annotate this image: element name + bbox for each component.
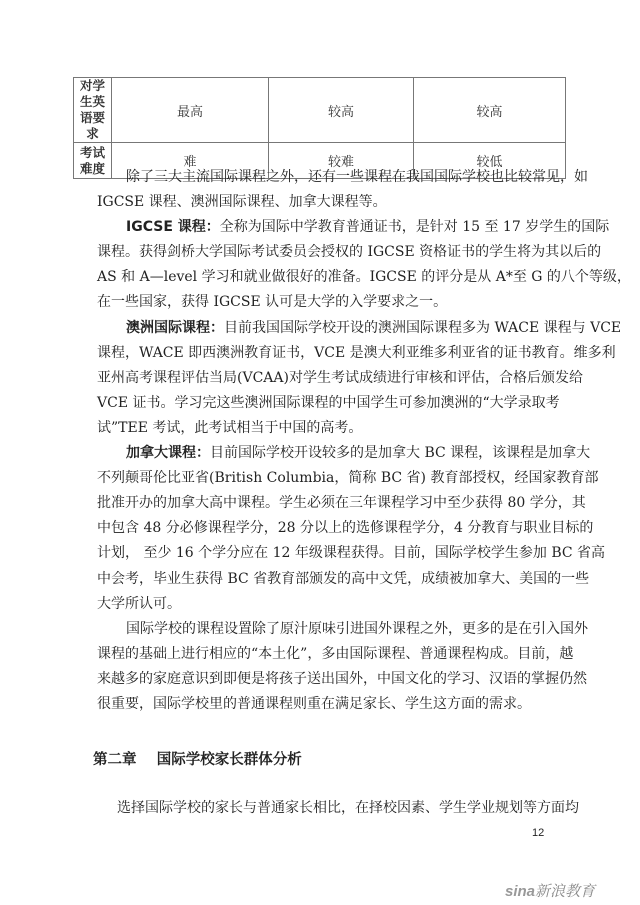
paragraph-australia [97,316,622,441]
text-line [97,441,591,466]
table-cell: 最高 [112,78,269,143]
text-span: 全称为国际中学教育普通证书，是针对 15 至 17 岁学生的国际 [219,219,610,236]
text-line [97,316,622,341]
row-header: 对学生英语要求 [74,78,112,143]
text-line [97,215,610,240]
brand-text: 新浪教育 [535,883,596,900]
page-number: 12 [532,827,545,839]
text-line: 除了三大主流国际课程之外，还有一些课程在我国国际学校也比较常见，如 [126,169,588,185]
text-line: 很重要，国际学校里的普通课程则重在满足家长、学生这方面的需求。 [97,695,531,712]
comparison-table [73,77,566,179]
text-line: 选择国际学校的家长与普通家长相比，在择校因素、学生学业规划等方面均 [117,800,579,816]
text-line: 大学所认可。 [97,595,181,612]
text-line: 中包含 48 分必修课程学分，28 分以上的选修课程学分，4 分教育与职业目标的 [97,520,594,537]
text-line: AS 和 A—level 学习和就业做很好的准备。IGCSE 的评分是从 A*至 G 的八个等级， [97,269,631,286]
text-line: IGCSE 课程、澳洲国际课程、加拿大课程等。 [97,194,387,211]
text-line: 课程，WACE 即西澳洲教育证书，VCE 是澳大利亚维多利亚省的证书教育。维多利 [97,344,616,361]
term-heading: 澳洲国际课程： [126,319,224,336]
text-line: 课程的基础上进行相应的“本土化”，多由国际课程、普通课程构成。目前，越 [97,645,574,662]
table-row [74,78,566,143]
paragraph-canada [97,441,606,617]
brand-mark: sina [505,883,536,900]
text-span: 目前国际学校开设较多的是加拿大 BC 课程，该课程是加拿大 [210,445,591,462]
table-cell: 难 [112,143,269,179]
table-cell: 较难 [269,143,414,179]
text-line: VCE 证书。学习完这些澳洲国际课程的中国学生可参加澳洲的“大学录取考 [97,394,560,411]
paragraph-localization [97,617,588,717]
text-line: 课程。获得剑桥大学国际考试委员会授权的 IGCSE 资格证书的学生将为其以后的 [97,244,602,261]
paragraph-igcse [97,215,631,315]
chapter-heading: 第二章 国际学校家长群体分析 [93,752,302,768]
text-line: 在一些国家，获得 IGCSE 认可是大学的入学要求之一。 [97,294,448,311]
text-line: 试”TEE 考试，此考试相当于中国的高考。 [97,419,363,436]
term-heading: IGCSE 课程： [126,219,220,236]
row-header: 考试难度 [74,143,112,179]
text-line: 中会考，毕业生获得 BC 省教育部颁发的高中文凭，成绩被加拿大、美国的一些 [97,570,590,587]
text-line: 不列颠哥伦比亚省(British Columbia，简称 BC 省) 教育部授权，经国家教育部 [97,470,599,487]
text-line: 国际学校的课程设置除了原汁原味引进国外课程之外，更多的是在引入国外 [126,620,588,637]
term-heading: 加拿大课程： [126,445,210,462]
table-cell: 较低 [414,143,566,179]
table-cell: 较高 [414,78,566,143]
sina-watermark-logo [505,880,595,901]
text-line: 亚州高考课程评估当局(VCAA)对学生考试成绩进行审核和评估，合格后颁发给 [97,369,583,386]
text-line: 批准开办的加拿大高中课程。学生必须在三年课程学习中至少获得 80 学分，其 [97,495,586,512]
body-text [97,165,631,717]
text-line: 计划， 至少 16 个学分应在 12 年级课程获得。目前，国际学校学生参加 BC 省高 [97,545,606,562]
text-line: 来越多的家庭意识到即便是将孩子送出国外，中国文化的学习、汉语的掌握仍然 [97,670,587,687]
table-cell: 较高 [269,78,414,143]
text-span: 目前我国国际学校开设的澳洲国际课程多为 WACE 课程与 VCE [224,319,622,336]
paragraph-other-courses [97,165,588,215]
